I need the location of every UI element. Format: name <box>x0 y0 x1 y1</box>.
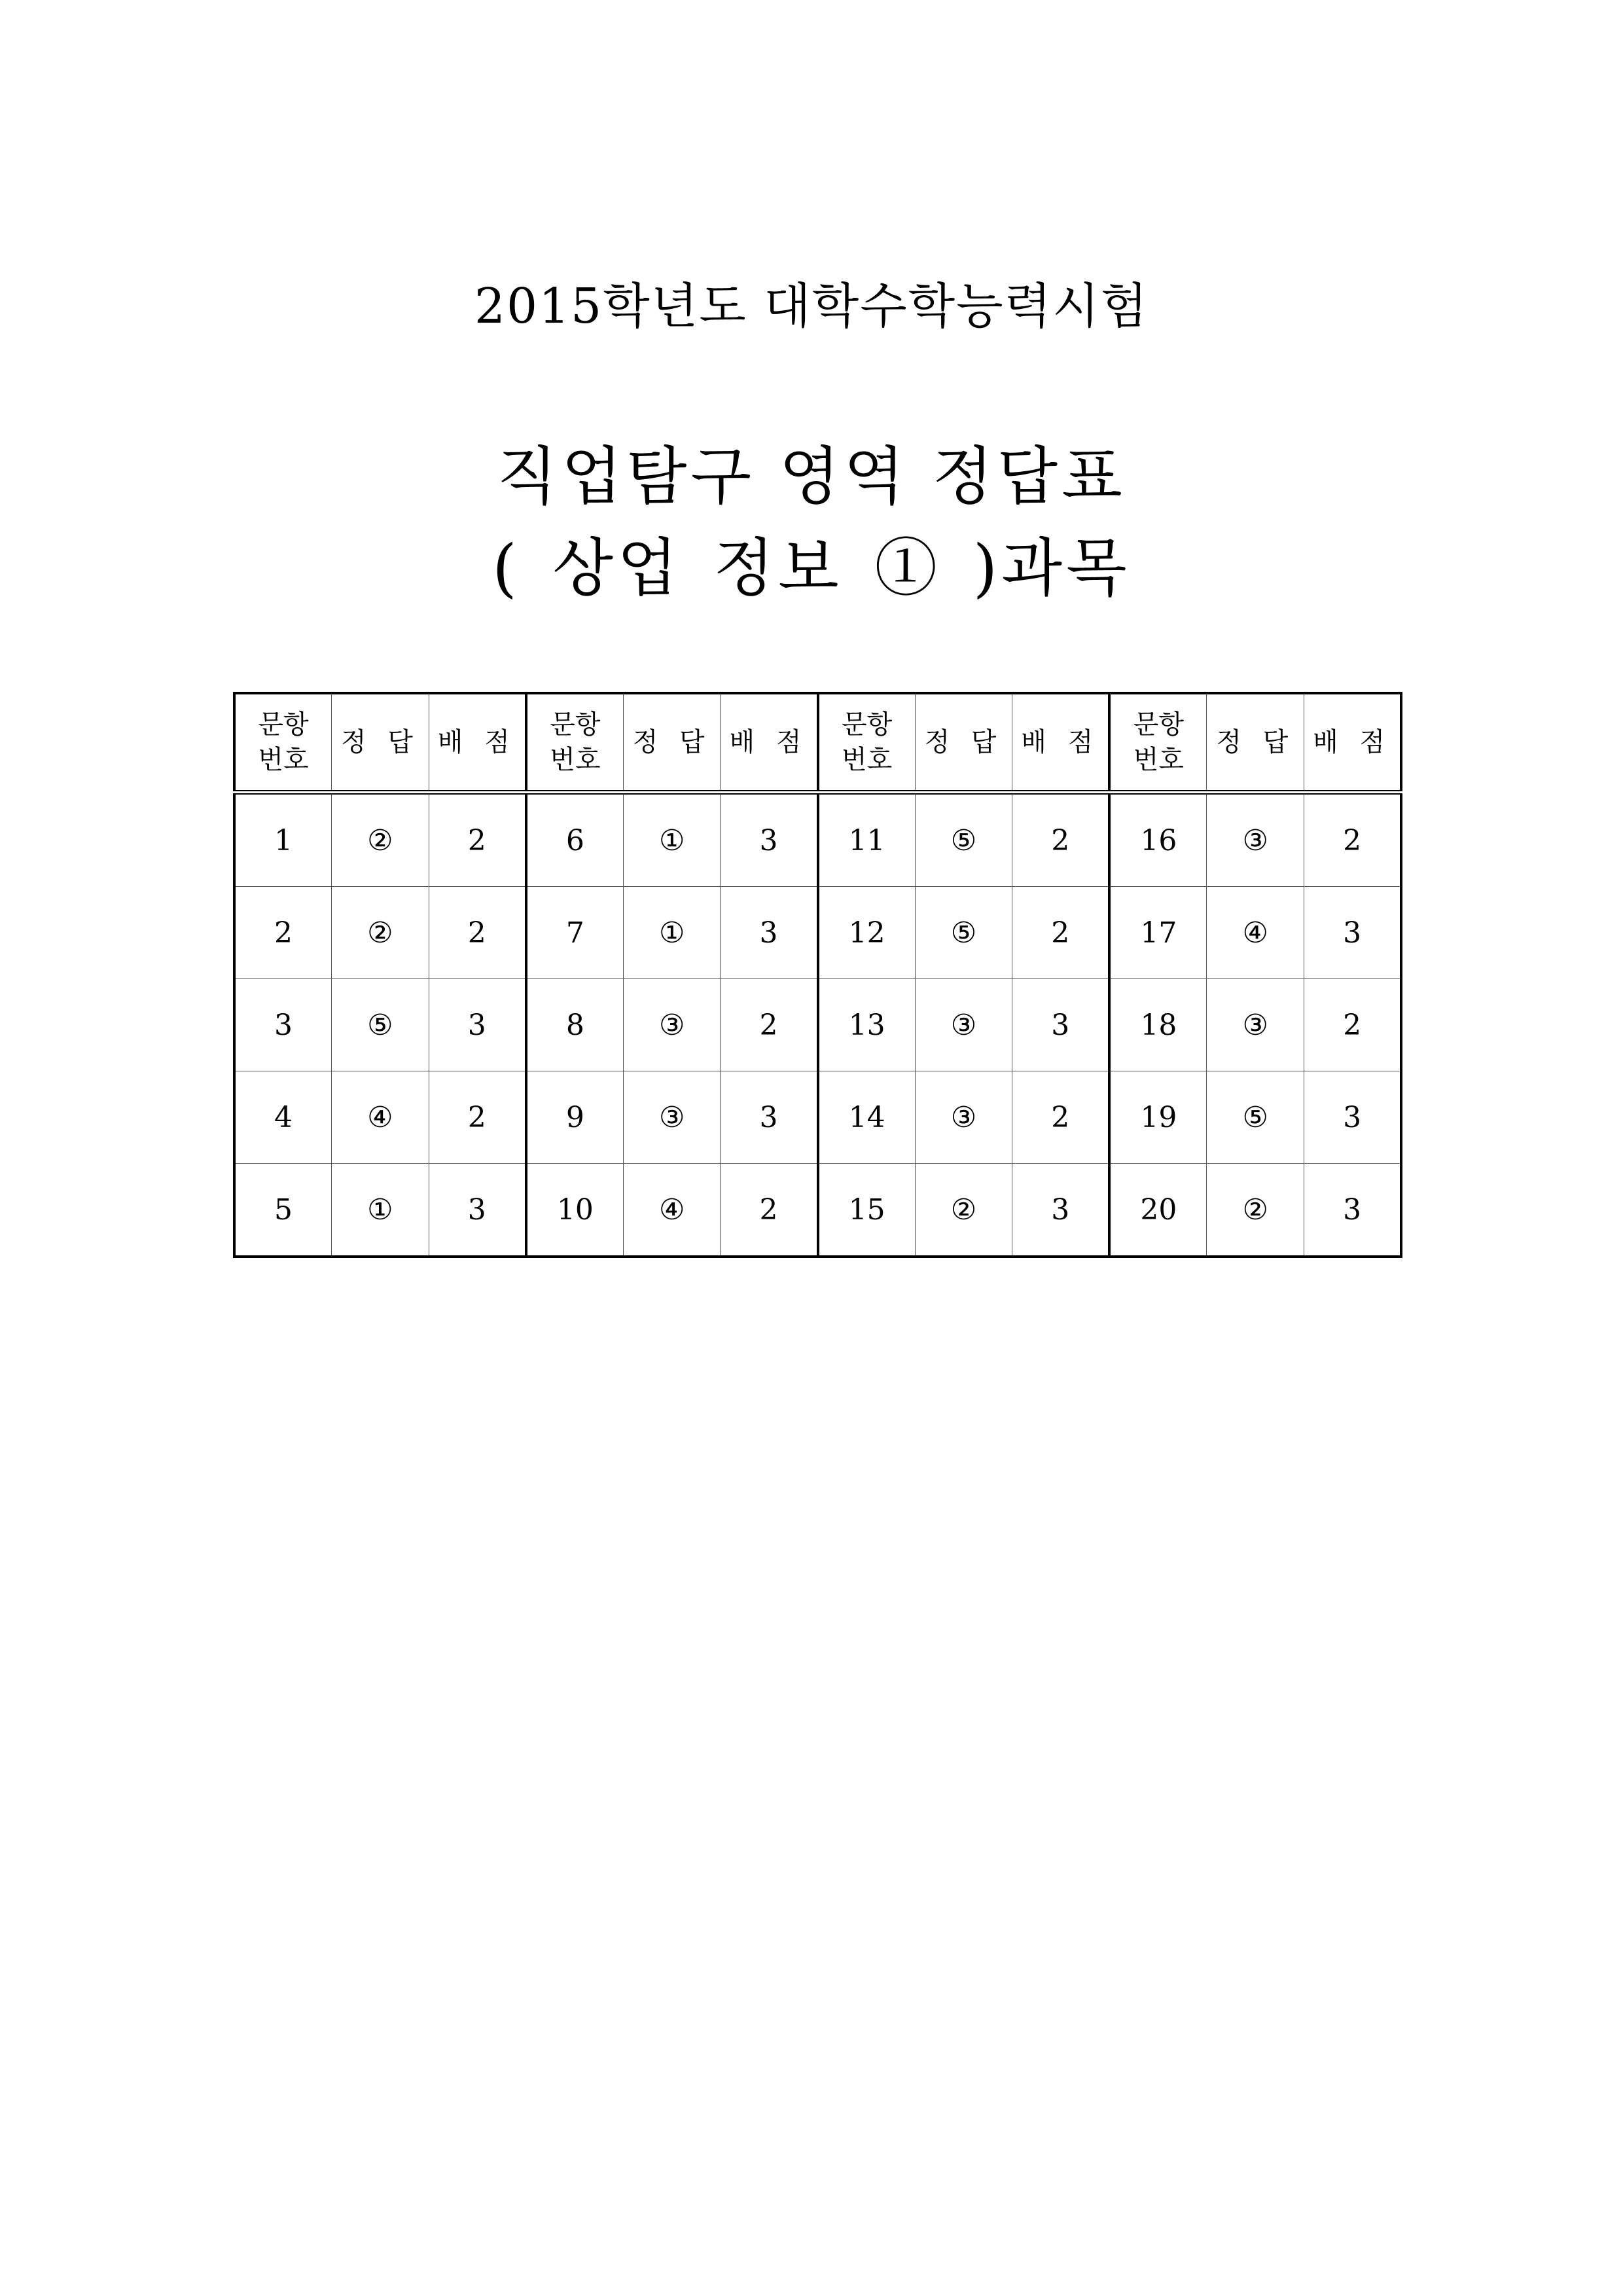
answer-cell: ③ <box>915 979 1012 1071</box>
header-question-number-bottom: 번호 <box>1133 745 1185 775</box>
points-cell: 2 <box>1012 1071 1110 1164</box>
header-points: 배 점 <box>721 693 818 793</box>
answer-cell: ⑤ <box>915 793 1012 887</box>
points-cell: 3 <box>1012 979 1110 1071</box>
question-number-cell: 1 <box>234 793 332 887</box>
points-cell: 3 <box>429 979 526 1071</box>
answer-cell: ② <box>1207 1164 1304 1257</box>
table-row <box>234 1071 1401 1164</box>
header-question-number-top: 문항 <box>841 709 893 740</box>
question-number-cell: 3 <box>234 979 332 1071</box>
table-row <box>234 1164 1401 1257</box>
answer-table-body <box>234 793 1401 1257</box>
header-question-number-bottom: 번호 <box>258 745 309 775</box>
header-question-number-bottom: 번호 <box>550 745 601 775</box>
answer-cell: ① <box>623 887 721 979</box>
question-number-cell: 12 <box>818 887 916 979</box>
points-cell: 3 <box>1304 1071 1402 1164</box>
header-question-number <box>818 693 916 793</box>
table-row <box>234 887 1401 979</box>
header-question-number <box>526 693 624 793</box>
question-number-cell: 4 <box>234 1071 332 1164</box>
header-answer: 정 답 <box>623 693 721 793</box>
points-cell: 3 <box>1304 1164 1402 1257</box>
answer-cell: ③ <box>1207 793 1304 887</box>
answer-cell: ① <box>623 793 721 887</box>
question-number-cell: 5 <box>234 1164 332 1257</box>
table-row <box>234 979 1401 1071</box>
subject-title: ( 상업 정보 ① )과목 <box>492 531 1131 605</box>
points-cell: 2 <box>1012 887 1110 979</box>
points-cell: 3 <box>1012 1164 1110 1257</box>
header-question-number-top: 문항 <box>258 709 309 740</box>
points-cell: 2 <box>721 979 818 1071</box>
header-question-number-bottom: 번호 <box>841 745 893 775</box>
points-cell: 3 <box>429 1164 526 1257</box>
answer-key-title: 직업탐구 영역 정답표 <box>497 440 1126 513</box>
header-question-number <box>1109 693 1207 793</box>
header-question-number-top: 문항 <box>550 709 601 740</box>
answer-cell: ③ <box>623 1071 721 1164</box>
answer-cell: ④ <box>332 1071 429 1164</box>
question-number-cell: 16 <box>1109 793 1207 887</box>
question-number-cell: 14 <box>818 1071 916 1164</box>
header-question-number <box>234 693 332 793</box>
answer-cell: ③ <box>623 979 721 1071</box>
points-cell: 2 <box>429 887 526 979</box>
answer-table <box>233 692 1402 1258</box>
points-cell: 3 <box>721 887 818 979</box>
answer-cell: ⑤ <box>1207 1071 1304 1164</box>
header-answer: 정 답 <box>1207 693 1304 793</box>
points-cell: 3 <box>1304 887 1402 979</box>
header-points: 배 점 <box>1012 693 1110 793</box>
question-number-cell: 10 <box>526 1164 624 1257</box>
answer-cell: ③ <box>1207 979 1304 1071</box>
exam-title: 2015학년도 대학수학능력시험 <box>474 278 1149 334</box>
points-cell: 2 <box>429 1071 526 1164</box>
question-number-cell: 15 <box>818 1164 916 1257</box>
table-header-row <box>234 693 1401 793</box>
answer-cell: ⑤ <box>332 979 429 1071</box>
header-question-number-top: 문항 <box>1133 709 1185 740</box>
question-number-cell: 6 <box>526 793 624 887</box>
points-cell: 2 <box>429 793 526 887</box>
question-number-cell: 7 <box>526 887 624 979</box>
question-number-cell: 18 <box>1109 979 1207 1071</box>
question-number-cell: 9 <box>526 1071 624 1164</box>
answer-cell: ⑤ <box>915 887 1012 979</box>
points-cell: 2 <box>1304 979 1402 1071</box>
question-number-cell: 8 <box>526 979 624 1071</box>
header-answer: 정 답 <box>332 693 429 793</box>
header-answer: 정 답 <box>915 693 1012 793</box>
header-points: 배 점 <box>1304 693 1402 793</box>
answer-cell: ④ <box>1207 887 1304 979</box>
header-points: 배 점 <box>429 693 526 793</box>
points-cell: 2 <box>1304 793 1402 887</box>
answer-cell: ① <box>332 1164 429 1257</box>
answer-cell: ② <box>332 793 429 887</box>
question-number-cell: 13 <box>818 979 916 1071</box>
question-number-cell: 2 <box>234 887 332 979</box>
points-cell: 3 <box>721 1071 818 1164</box>
answer-cell: ③ <box>915 1071 1012 1164</box>
points-cell: 2 <box>1012 793 1110 887</box>
table-row <box>234 793 1401 887</box>
answer-cell: ④ <box>623 1164 721 1257</box>
points-cell: 3 <box>721 793 818 887</box>
points-cell: 2 <box>721 1164 818 1257</box>
question-number-cell: 19 <box>1109 1071 1207 1164</box>
question-number-cell: 20 <box>1109 1164 1207 1257</box>
answer-cell: ② <box>332 887 429 979</box>
answer-cell: ② <box>915 1164 1012 1257</box>
question-number-cell: 11 <box>818 793 916 887</box>
question-number-cell: 17 <box>1109 887 1207 979</box>
